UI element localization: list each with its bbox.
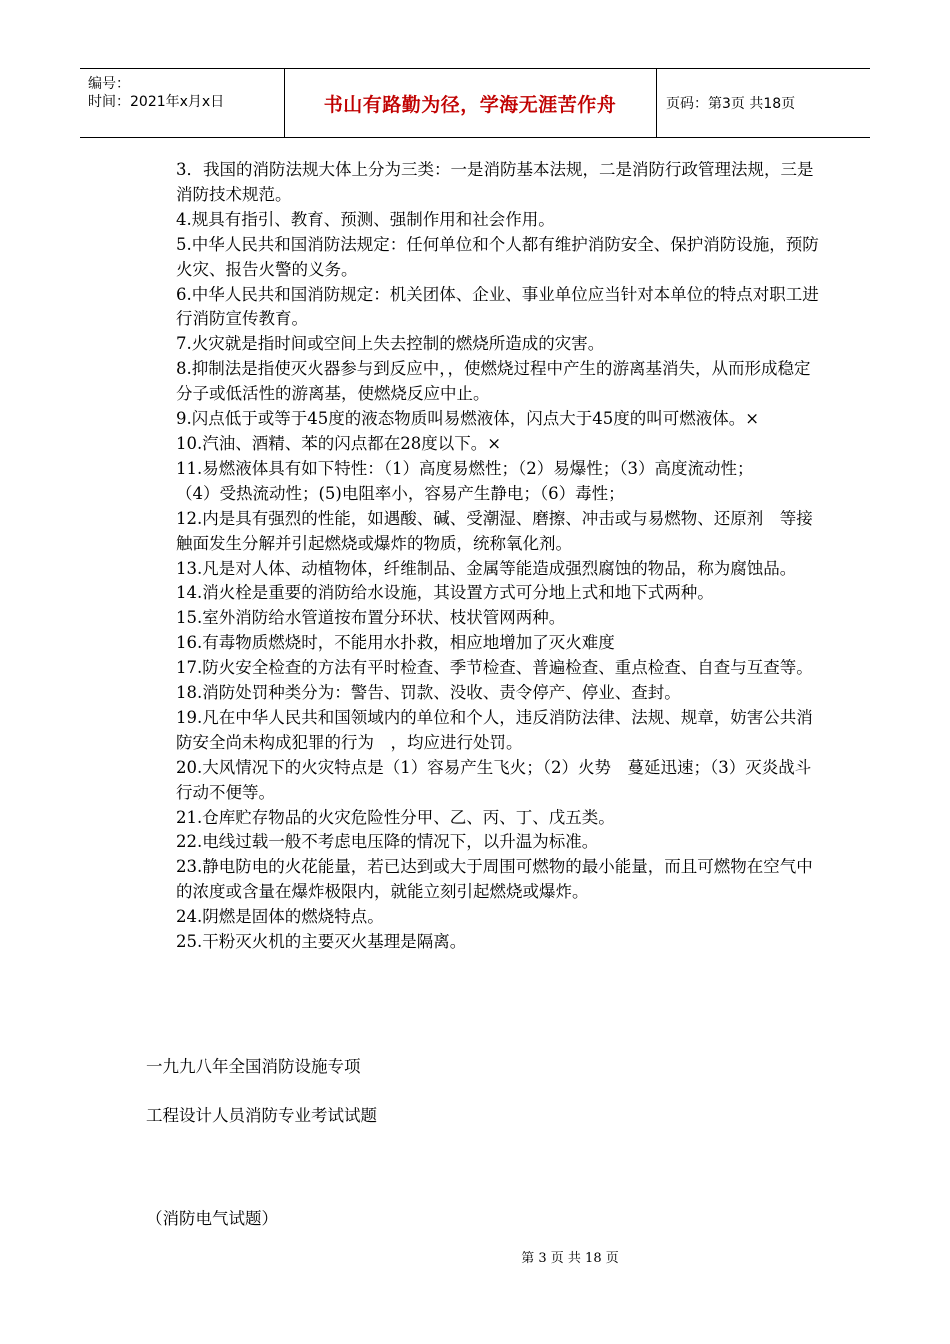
- list-item: 10.汽油、酒精、苯的闪点都在28度以下。×: [176, 433, 502, 453]
- list-item: 7.火灾就是指时间或空间上失去控制的燃烧所造成的灾害。: [176, 334, 605, 354]
- list-item: 20.大风情况下的火灾特点是（1）容易产生飞火；（2）火势 蔓延迅速；（3）灭炎战斗行动不便等。: [176, 757, 812, 802]
- list-item: 9.闪点低于或等于45度的液态物质叫易燃液体，闪点大于45度的叫可燃液体。×: [176, 409, 760, 429]
- list-item: 11.易燃液体具有如下特性：（1）高度易燃性；（2）易爆性；（3）高度流动性；: [176, 458, 754, 478]
- question-list: [176, 158, 826, 955]
- list-item: 4.规具有指引、教育、预测、强制作用和社会作用。: [176, 209, 555, 229]
- list-item: 14.消火栓是重要的消防给水设施，其设置方式可分地上式和地下式两种。: [176, 583, 714, 603]
- list-item: 21.仓库贮存物品的火灾危险性分甲、乙、丙、丁、戊五类。: [176, 807, 615, 827]
- list-item: 24.阴燃是固体的燃烧特点。: [176, 907, 384, 927]
- list-item: 13.凡是对人体、动植物体，纤维制品、金属等能造成强烈腐蚀的物品，称为腐蚀品。: [176, 558, 797, 578]
- list-item: 3．我国的消防法规大体上分为三类：一是消防基本法规，二是消防行政管理法规，三是消防技术规范。: [176, 160, 814, 204]
- list-item: 19.凡在中华人民共和国领域内的单位和个人，违反消防法律、法规、规章，妨害公共消防安全尚未构成犯罪的行为 ，均应进行处罚。: [176, 707, 813, 752]
- list-item: 12.内是具有强烈的性能，如遇酸、碱、受潮湿、磨擦、冲击或与易燃物、还原剂 等接触面发生分解并引起燃烧或爆炸的物质，统称氧化剂。: [176, 508, 813, 553]
- list-item: 8.抑制法是指使灭火器参与到反应中，，使燃烧过程中产生的游离基消失，从而形成稳定分子或低活性的游离基，使燃烧反应中止。: [176, 359, 811, 404]
- exam-title-line1: 一九九八年全国消防设施专项: [146, 1057, 361, 1076]
- page-footer: 第 3 页 共 18 页: [521, 1251, 619, 1266]
- header-motto: 书山有路勤为径，学海无涯苦作舟: [284, 69, 657, 137]
- exam-subtitle: （消防电气试题）: [146, 1209, 278, 1228]
- list-item: 15.室外消防给水管道按布置分环状、枝状管网两种。: [176, 608, 566, 628]
- list-item: 17.防火安全检查的方法有平时检查、季节检查、普遍检查、重点检查、自查与互查等。: [176, 658, 813, 678]
- time-label: 时间：2021年x月x日: [88, 94, 225, 110]
- list-item: 23.静电防电的火花能量，若已达到或大于周围可燃物的最小能量，而且可燃物在空气中的浓度或含量在爆炸极限内，就能立刻引起燃烧或爆炸。: [176, 857, 813, 902]
- list-item: 6.中华人民共和国消防规定：机关团体、企业、事业单位应当针对本单位的特点对职工进行消防宣传教育。: [176, 284, 819, 329]
- list-item: （4）受热流动性；(5)电阻率小，容易产生静电；（6）毒性；: [176, 483, 625, 503]
- header-meta: [80, 69, 285, 137]
- list-item: 25.干粉灭火机的主要灭火基理是隔离。: [176, 932, 467, 952]
- list-item: 22.电线过载一般不考虑电压降的情况下，以升温为标准。: [176, 832, 599, 852]
- list-item: 16.有毒物质燃烧时，不能用水扑救，相应地增加了灭火难度: [176, 633, 615, 653]
- header-page-info: 页码：第3页 共18页: [666, 96, 796, 112]
- list-item: 18.消防处罚种类分为：警告、罚款、没收、责令停产、停业、查封。: [176, 683, 681, 703]
- list-item: 5.中华人民共和国消防法规定：任何单位和个人都有维护消防安全、保护消防设施，预防火灾、报告火警的义务。: [176, 234, 819, 279]
- page-header: [80, 68, 870, 138]
- exam-title-line2: 工程设计人员消防专业考试试题: [146, 1106, 377, 1125]
- number-label: 编号：: [88, 76, 130, 92]
